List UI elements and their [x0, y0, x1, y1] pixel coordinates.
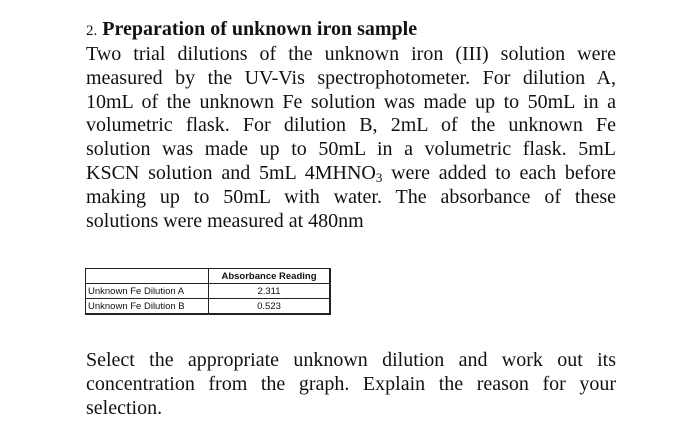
nitric-acid-subscript: 3	[375, 169, 383, 185]
line-text-before-subscript: KSCN solution and 5mL 4MHNO	[86, 161, 376, 184]
section-title: Preparation of unknown iron sample	[102, 18, 418, 40]
table-header-blank	[86, 269, 209, 284]
question-paragraph	[86, 349, 616, 420]
absorbance-table	[85, 268, 331, 315]
procedure-paragraph	[86, 43, 616, 233]
paragraph-line: measured by the UV-Vis spectrophotometer. For dilution A,	[86, 66, 616, 89]
table-header-absorbance: Absorbance Reading	[209, 269, 331, 284]
paragraph-line: Select the appropriate unknown dilution and work out its	[86, 349, 616, 371]
table-cell-value: 0.523	[209, 299, 331, 315]
table-row	[86, 299, 331, 315]
paragraph-line: making up to 50mL with water. The absorbance of these	[86, 185, 616, 208]
paragraph-line: Two trial dilutions of the unknown iron (III) solution were	[86, 43, 616, 65]
paragraph-line: solutions were measured at 480nm	[86, 209, 364, 232]
paragraph-line-with-subscript	[86, 162, 616, 186]
section-number: 2.	[86, 23, 98, 39]
line-text-after-subscript: were added to each before	[382, 161, 617, 184]
table-cell-label: Unknown Fe Dilution A	[86, 284, 209, 299]
section-heading	[86, 17, 417, 43]
paragraph-line: selection.	[86, 396, 163, 419]
paragraph-line: solution was made up to 50mL in a volumetric flask. 5mL	[86, 138, 616, 161]
paragraph-line: concentration from the graph. Explain the reason for your	[86, 372, 616, 395]
table-cell-label: Unknown Fe Dilution B	[86, 299, 209, 315]
table-row	[86, 284, 331, 299]
paragraph-line: volumetric flask. For dilution B, 2mL of the unknown Fe	[86, 114, 616, 137]
table-header-row	[86, 269, 331, 284]
table-cell-value: 2.311	[209, 284, 331, 299]
paragraph-line: 10mL of the unknown Fe solution was made up to 50mL in a	[86, 90, 616, 113]
